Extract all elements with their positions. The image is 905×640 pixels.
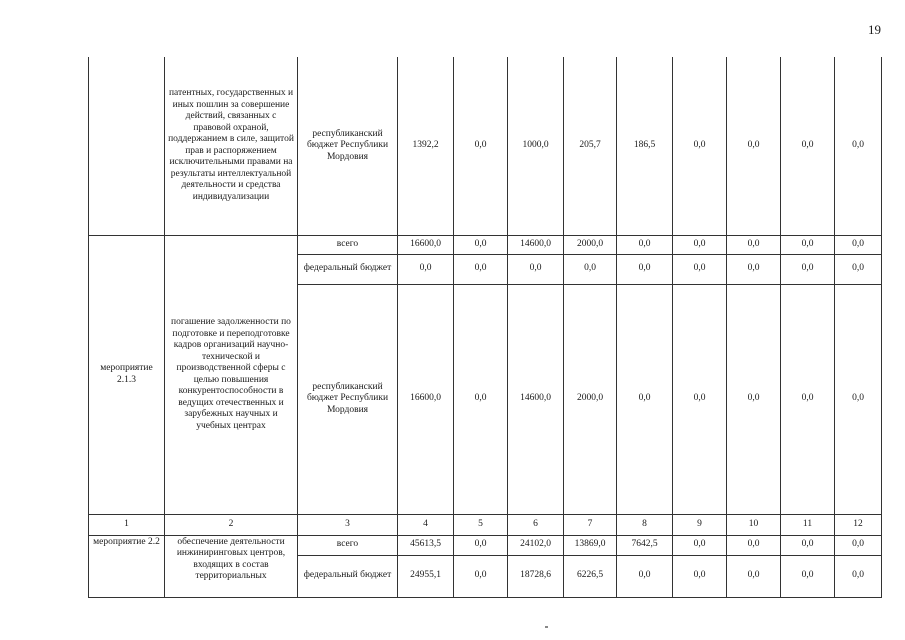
value-cell: 0,0 <box>454 535 508 555</box>
value-cell: 0,0 <box>727 235 781 254</box>
event-label-cell <box>89 57 165 235</box>
source-cell: федеральный бюджет <box>298 254 398 284</box>
value-cell: 0,0 <box>398 254 454 284</box>
value-cell: 0,0 <box>673 254 727 284</box>
purpose-cell: обеспечение деятельности инжиниринговых центров, входящих в состав территориальных <box>165 535 298 597</box>
value-cell: 0,0 <box>673 57 727 235</box>
value-cell: 2000,0 <box>564 235 617 254</box>
value-cell: 0,0 <box>781 535 835 555</box>
value-cell: 0,0 <box>673 235 727 254</box>
value-cell: 18728,6 <box>508 555 564 597</box>
value-cell: 0,0 <box>727 555 781 597</box>
column-number: 6 <box>508 514 564 535</box>
column-number-row <box>89 514 882 535</box>
column-number: 2 <box>165 514 298 535</box>
value-cell: 0,0 <box>454 57 508 235</box>
value-cell: 0,0 <box>454 235 508 254</box>
value-cell: 1000,0 <box>508 57 564 235</box>
budget-table <box>88 57 882 598</box>
value-cell: 0,0 <box>835 57 882 235</box>
table-row-continued <box>89 57 882 235</box>
column-number: 12 <box>835 514 882 535</box>
value-cell: 16600,0 <box>398 284 454 514</box>
value-cell: 0,0 <box>454 555 508 597</box>
scan-speck <box>545 626 548 628</box>
value-cell: 0,0 <box>617 254 673 284</box>
column-number: 11 <box>781 514 835 535</box>
page-number: 19 <box>868 22 881 37</box>
column-number: 5 <box>454 514 508 535</box>
table-row-m22-total <box>89 535 882 555</box>
value-cell: 0,0 <box>454 254 508 284</box>
value-cell: 0,0 <box>508 254 564 284</box>
value-cell: 1392,2 <box>398 57 454 235</box>
value-cell: 0,0 <box>673 535 727 555</box>
value-cell: 0,0 <box>454 284 508 514</box>
value-cell: 0,0 <box>781 284 835 514</box>
value-cell: 13869,0 <box>564 535 617 555</box>
value-cell: 0,0 <box>835 235 882 254</box>
value-cell: 0,0 <box>781 254 835 284</box>
value-cell: 0,0 <box>835 535 882 555</box>
source-cell: всего <box>298 235 398 254</box>
value-cell: 0,0 <box>781 555 835 597</box>
table-row-m213-total <box>89 235 882 254</box>
value-cell: 24955,1 <box>398 555 454 597</box>
value-cell: 0,0 <box>781 57 835 235</box>
value-cell: 0,0 <box>564 254 617 284</box>
value-cell: 14600,0 <box>508 235 564 254</box>
value-cell: 7642,5 <box>617 535 673 555</box>
purpose-cell: патентных, государственных и иных пошлин за совершение действий, связанных с правовой охраной, поддержанием в силе, защитой прав и распоряжением исключительными правами на результаты интеллектуальной деятельности и средства индивидуализации <box>165 57 298 235</box>
value-cell: 14600,0 <box>508 284 564 514</box>
value-cell: 2000,0 <box>564 284 617 514</box>
event-label-cell: мероприятие 2.1.3 <box>89 235 165 514</box>
value-cell: 0,0 <box>727 57 781 235</box>
value-cell: 0,0 <box>673 555 727 597</box>
column-number: 3 <box>298 514 398 535</box>
value-cell: 0,0 <box>835 284 882 514</box>
source-cell: республиканский бюджет Республики Мордовия <box>298 57 398 235</box>
value-cell: 0,0 <box>781 235 835 254</box>
value-cell: 0,0 <box>617 235 673 254</box>
column-number: 9 <box>673 514 727 535</box>
value-cell: 0,0 <box>673 284 727 514</box>
value-cell: 16600,0 <box>398 235 454 254</box>
value-cell: 45613,5 <box>398 535 454 555</box>
value-cell: 24102,0 <box>508 535 564 555</box>
value-cell: 6226,5 <box>564 555 617 597</box>
source-cell: республиканский бюджет Республики Мордовия <box>298 284 398 514</box>
event-label-cell: мероприятие 2.2 <box>89 535 165 597</box>
value-cell: 205,7 <box>564 57 617 235</box>
value-cell: 0,0 <box>727 535 781 555</box>
purpose-cell: погашение задолженности по подготовке и переподготовке кадров организаций научно-технической и производственной сферы с целью повышения конкурентоспособности в ведущих отечественных и зарубежных научных и учебных центрах <box>165 235 298 514</box>
value-cell: 186,5 <box>617 57 673 235</box>
value-cell: 0,0 <box>835 555 882 597</box>
source-cell: федеральный бюджет <box>298 555 398 597</box>
value-cell: 0,0 <box>835 254 882 284</box>
column-number: 8 <box>617 514 673 535</box>
value-cell: 0,0 <box>617 284 673 514</box>
value-cell: 0,0 <box>727 254 781 284</box>
column-number: 4 <box>398 514 454 535</box>
source-cell: всего <box>298 535 398 555</box>
column-number: 10 <box>727 514 781 535</box>
value-cell: 0,0 <box>617 555 673 597</box>
value-cell: 0,0 <box>727 284 781 514</box>
column-number: 1 <box>89 514 165 535</box>
column-number: 7 <box>564 514 617 535</box>
